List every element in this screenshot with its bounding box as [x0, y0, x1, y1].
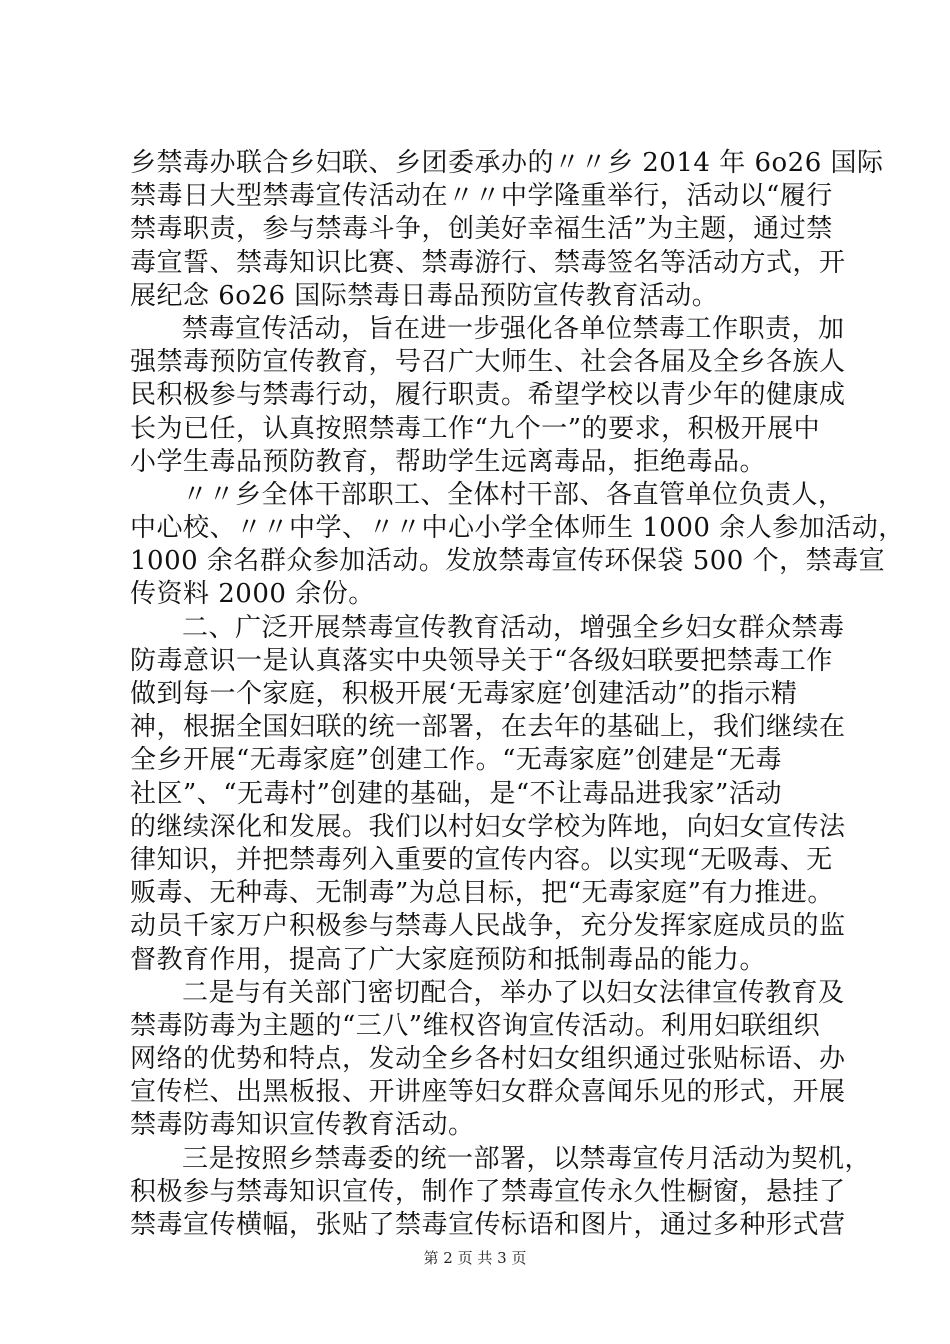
- text-line: 传资料 2000 余份。: [130, 579, 375, 610]
- text-line: 的继续深化和发展。我们以村妇女学校为阵地，向妇女宣传法: [130, 811, 846, 842]
- text-line: 禁毒防毒为主题的“三八”维权咨询宣传活动。利用妇联组织: [130, 1010, 821, 1041]
- paragraph-start-line: 二、广泛开展禁毒宣传教育活动，增强全乡妇女群众禁毒: [182, 612, 845, 643]
- paragraph-start-line: 〃〃乡全体干部职工、全体村干部、各直管单位负责人，: [182, 479, 845, 510]
- paragraph-start-line: 三是按照乡禁毒委的统一部署，以禁毒宣传月活动为契机，: [182, 1143, 872, 1174]
- text-line: 律知识，并把禁毒列入重要的宣传内容。以实现“无吸毒、无: [130, 844, 833, 875]
- text-line: 中心校、〃〃中学、〃〃中心小学全体师生 1000 余人参加活动，: [130, 513, 905, 544]
- text-line: 展纪念 6o26 国际禁毒日毒品预防宣传教育活动。: [130, 280, 719, 311]
- document-body: [130, 147, 905, 1242]
- text-line: 禁毒职责，参与禁毒斗争，创美好幸福生活”为主题，通过禁: [130, 214, 833, 245]
- text-line: 宣传栏、出黑板报、开讲座等妇女群众喜闻乐见的形式，开展: [130, 1077, 846, 1108]
- page-footer: [0, 1247, 950, 1268]
- text-line: 防毒意识一是认真落实中央领导关于“各级妇联要把禁毒工作: [130, 645, 833, 676]
- text-line: 做到每一个家庭，积极开展‘无毒家庭’创建活动”的指示精: [130, 679, 798, 709]
- text-line: 毒宣誓、禁毒知识比赛、禁毒游行、禁毒签名等活动方式，开: [130, 247, 846, 278]
- text-line: 神，根据全国妇联的统一部署，在去年的基础上，我们继续在: [130, 712, 846, 743]
- text-line: 禁毒宣传横幅，张贴了禁毒宣传标语和图片，通过多种形式营: [130, 1210, 846, 1240]
- text-line: 积极参与禁毒知识宣传，制作了禁毒宣传永久性橱窗，悬挂了: [130, 1176, 846, 1207]
- text-line: 1000 余名群众参加活动。发放禁毒宣传环保袋 500 个，禁毒宣: [130, 546, 886, 577]
- text-line: 禁毒日大型禁毒宣传活动在〃〃中学隆重举行，活动以“履行: [130, 181, 833, 212]
- paragraph-start-line: 二是与有关部门密切配合，举办了以妇女法律宣传教育及: [182, 977, 845, 1008]
- text-line: 乡禁毒办联合乡妇联、乡团委承办的〃〃乡 2014 年 6o26 国际: [130, 148, 884, 178]
- text-line: 网络的优势和特点，发动全乡各村妇女组织通过张贴标语、办: [130, 1044, 846, 1075]
- text-line: 动员千家万户积极参与禁毒人民战争，充分发挥家庭成员的监: [130, 911, 846, 942]
- paragraph-start-line: 禁毒宣传活动，旨在进一步强化各单位禁毒工作职责，加: [182, 313, 845, 344]
- text-line: 督教育作用，提高了广大家庭预防和抵制毒品的能力。: [130, 944, 767, 975]
- text-line: 全乡开展“无毒家庭”创建工作。“无毒家庭”创建是“无毒: [130, 745, 782, 776]
- text-line: 社区”、“无毒村”创建的基础，是“不让毒品进我家”活动: [130, 778, 782, 809]
- text-line: 强禁毒预防宣传教育，号召广大师生、社会各届及全乡各族人: [130, 347, 846, 378]
- text-line: 长为已任，认真按照禁毒工作“九个一”的要求，积极开展中: [130, 413, 821, 444]
- text-line: 贩毒、无种毒、无制毒”为总目标，把“无毒家庭”有力推进。: [130, 878, 834, 909]
- page-number: 第 2 页 共 3 页: [423, 1249, 527, 1267]
- text-line: 民积极参与禁毒行动，履行职责。希望学校以青少年的健康成: [130, 380, 846, 411]
- text-line: 禁毒防毒知识宣传教育活动。: [130, 1110, 475, 1141]
- text-line: 小学生毒品预防教育，帮助学生远离毒品，拒绝毒品。: [130, 446, 767, 477]
